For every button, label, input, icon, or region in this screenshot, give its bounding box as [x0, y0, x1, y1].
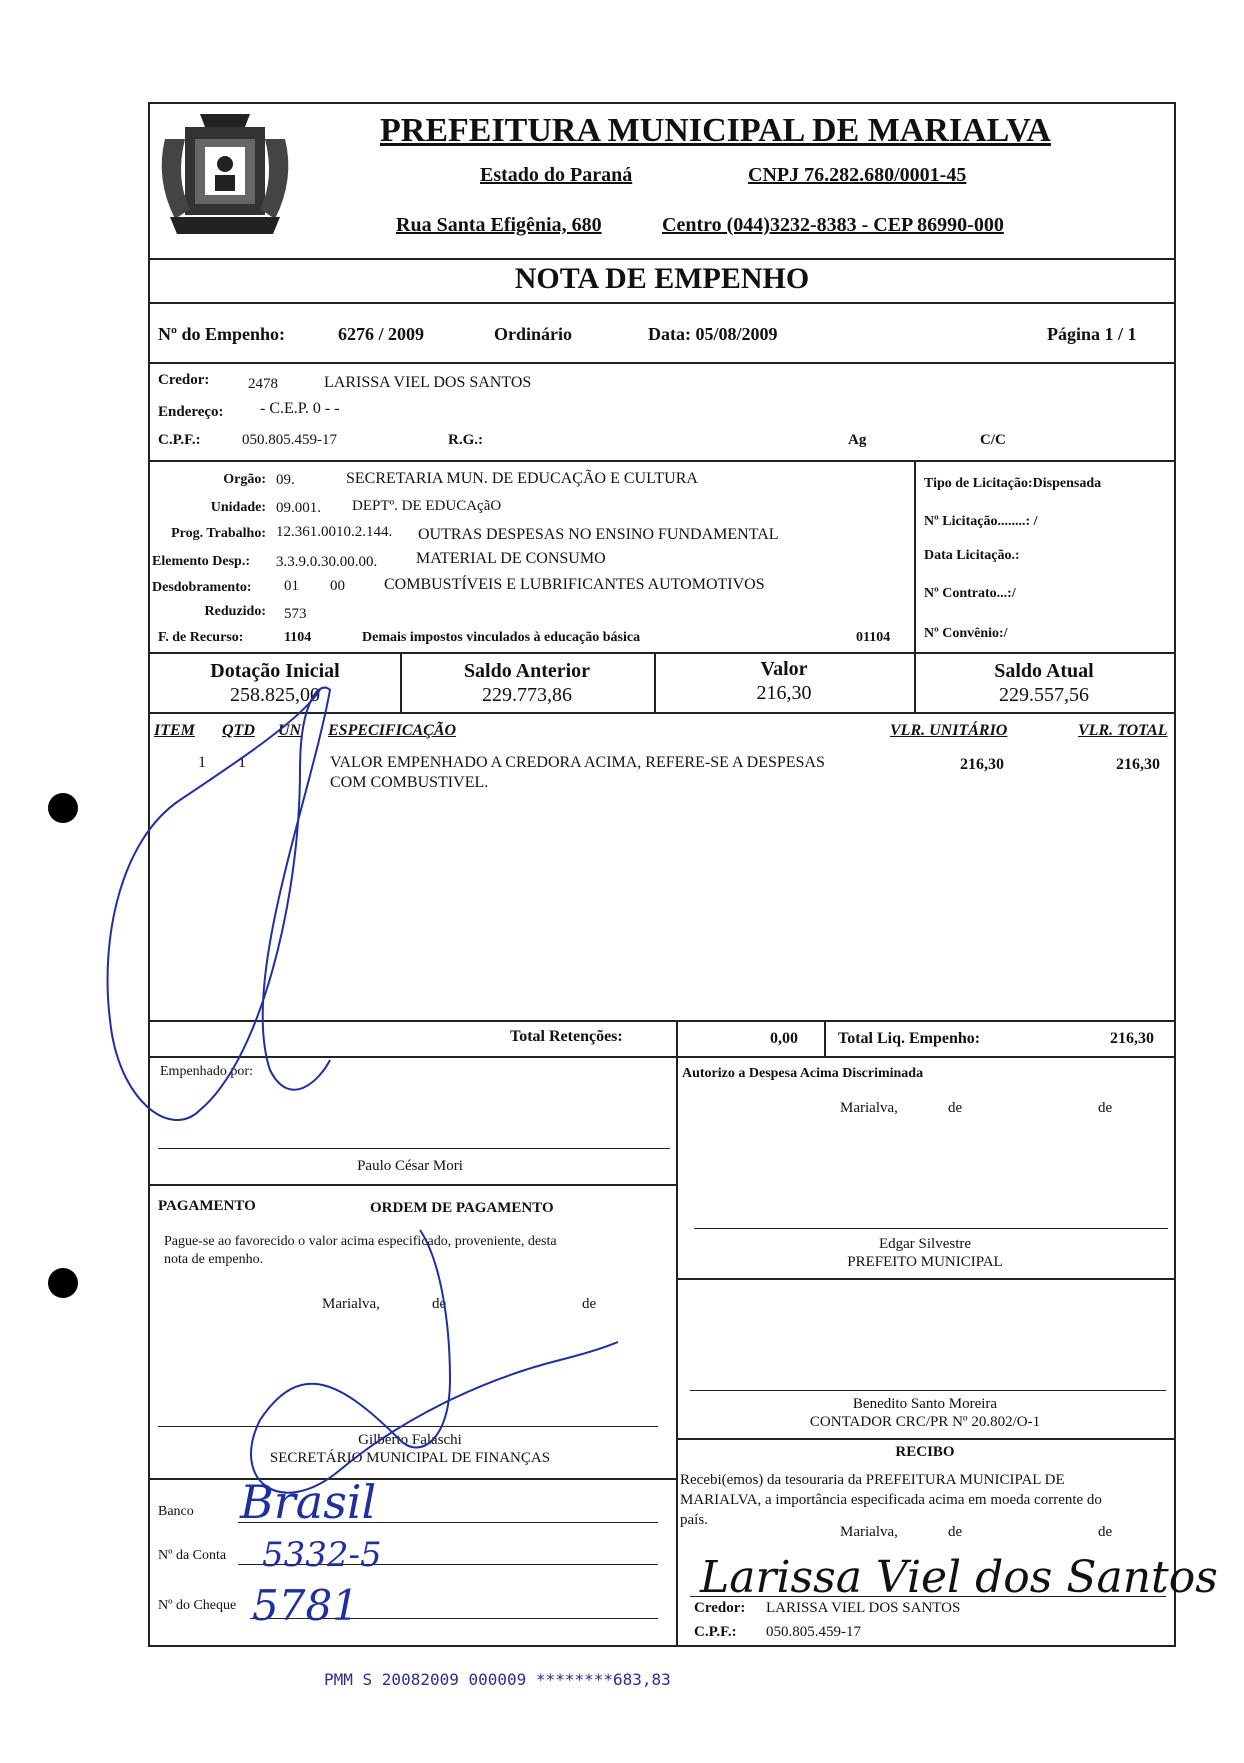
prog-name: OUTRAS DESPESAS NO ENSINO FUNDAMENTAL	[418, 526, 779, 543]
item-number: 1	[198, 754, 206, 771]
conta-handwritten: 5332-5	[262, 1535, 382, 1575]
coat-of-arms-icon	[155, 109, 295, 239]
saldo-atual-label: Saldo Atual	[994, 660, 1094, 682]
banco-label: Banco	[158, 1504, 194, 1519]
contador-title: CONTADOR CRC/PR Nº 20.802/O-1	[809, 1414, 1041, 1430]
cheque-handwritten: 5781	[252, 1581, 359, 1630]
recibo-label: RECIBO	[895, 1444, 955, 1460]
secretario-title: SECRETÁRIO MUNICIPAL DE FINANÇAS	[269, 1450, 551, 1466]
nota-de-empenho-form	[148, 102, 1176, 1647]
recibo-credor-name: LARISSA VIEL DOS SANTOS	[766, 1600, 961, 1616]
col-especificacao: ESPECIFICAÇÃO	[328, 722, 457, 739]
retencoes-label: Total Retenções:	[510, 1028, 623, 1045]
prefeito-name: Edgar Silvestre	[878, 1236, 972, 1252]
liq-label: Total Liq. Empenho:	[838, 1030, 981, 1047]
recurso-label: F. de Recurso:	[158, 630, 244, 645]
saldo-atual-value: 229.557,56	[999, 684, 1089, 706]
reduzido-value: 573	[284, 606, 307, 622]
ag-label: Ag	[848, 432, 867, 448]
elemento-code: 3.3.9.0.30.00.00.	[276, 554, 378, 570]
street-label: Rua Santa Efigênia, 680	[396, 214, 602, 236]
item-desc-line2: COM COMBUSTIVEL.	[330, 774, 489, 791]
recibo-de2: de	[1098, 1524, 1113, 1540]
recibo-cpf-value: 050.805.459-17	[766, 1624, 861, 1640]
col-vlr-unitario: VLR. UNITÁRIO	[890, 722, 1008, 739]
unidade-label: Unidade:	[210, 500, 266, 515]
credor-label: Credor:	[158, 372, 210, 388]
recurso-num: 01104	[856, 630, 891, 645]
cc-label: C/C	[980, 432, 1006, 448]
reduzido-label: Reduzido:	[204, 604, 266, 619]
pagamento-de2: de	[582, 1296, 597, 1312]
dotacao-label: Dotação Inicial	[210, 660, 340, 682]
pagamento-text-line2: nota de empenho.	[164, 1252, 264, 1267]
saldo-anterior-value: 229.773,86	[482, 684, 572, 706]
ordem-pagamento-label: ORDEM DE PAGAMENTO	[370, 1200, 554, 1216]
valor-value: 216,30	[756, 682, 812, 704]
payment-stamp: PMM S 20082009 000009 ********683,83	[324, 1670, 671, 1689]
orgao-name: SECRETARIA MUN. DE EDUCAÇÃO E CULTURA	[346, 470, 698, 487]
recibo-de1: de	[948, 1524, 963, 1540]
data-licitacao: Data Licitação.:	[924, 548, 1020, 563]
autorizo-de2: de	[1098, 1100, 1113, 1116]
endereco-label: Endereço:	[158, 404, 224, 420]
document-title: NOTA DE EMPENHO	[514, 262, 810, 295]
cpf-value: 050.805.459-17	[242, 432, 337, 448]
item-desc-line1: VALOR EMPENHADO A CREDORA ACIMA, REFERE-SE A DESPESAS	[330, 754, 825, 771]
empenho-number-value: 6276 / 2009	[338, 324, 425, 344]
saldo-anterior-label: Saldo Anterior	[463, 660, 591, 682]
cpf-label: C.P.F.:	[158, 432, 201, 448]
prog-code: 12.361.0010.2.144.	[276, 524, 393, 540]
autorizo-label: Autorizo a Despesa Acima Discriminada	[682, 1066, 924, 1081]
cheque-label: Nº do Cheque	[158, 1598, 237, 1613]
col-item: ITEM	[154, 722, 195, 739]
desdobramento-b: 00	[330, 578, 345, 594]
elemento-label: Elemento Desp.:	[152, 554, 250, 569]
cnpj-label: CNPJ 76.282.680/0001-45	[748, 164, 967, 186]
empenhado-name: Paulo César Mori	[357, 1158, 463, 1174]
prog-label: Prog. Trabalho:	[171, 526, 266, 541]
item-total-value: 216,30	[1116, 756, 1160, 773]
recurso-code: 1104	[284, 630, 312, 645]
numero-convenio: Nº Convênio:/	[924, 626, 1008, 641]
prefeito-title: PREFEITO MUNICIPAL	[847, 1254, 1003, 1270]
col-vlr-total: VLR. TOTAL	[1078, 722, 1168, 739]
unidade-name: DEPTº. DE EDUCAçãO	[352, 498, 502, 514]
recibo-place: Marialva,	[840, 1524, 898, 1540]
banco-handwritten: Brasil	[240, 1475, 377, 1529]
pagamento-place: Marialva,	[322, 1296, 380, 1312]
punch-hole-bottom	[48, 1268, 78, 1298]
credor-code: 2478	[248, 376, 278, 392]
item-qtd: 1	[238, 754, 246, 771]
numero-licitacao: Nº Licitação........: /	[924, 514, 1038, 529]
prefeitura-title: PREFEITURA MUNICIPAL DE MARIALVA	[380, 112, 1051, 149]
recibo-signature: Larissa Viel dos Santos	[700, 1552, 1218, 1603]
contador-name: Benedito Santo Moreira	[852, 1396, 998, 1412]
liq-value: 216,30	[1110, 1030, 1154, 1047]
numero-contrato: Nº Contrato...:/	[924, 586, 1016, 601]
pagamento-de1: de	[432, 1296, 447, 1312]
rg-label: R.G.:	[448, 432, 483, 448]
secretario-name: Gilberto Falaschi	[358, 1432, 462, 1448]
credor-name: LARISSA VIEL DOS SANTOS	[324, 374, 532, 391]
tipo-licitacao: Tipo de Licitação:Dispensada	[924, 476, 1102, 491]
conta-label: Nº da Conta	[158, 1548, 227, 1563]
empenhado-label: Empenhado por:	[160, 1064, 253, 1079]
col-qtd: QTD	[222, 722, 255, 739]
empenho-type: Ordinário	[494, 324, 573, 344]
unidade-code: 09.001.	[276, 500, 321, 516]
retencoes-value: 0,00	[770, 1030, 798, 1047]
valor-label: Valor	[760, 658, 808, 680]
punch-hole-top	[48, 793, 78, 823]
desdobramento-label: Desdobramento:	[152, 580, 252, 595]
recurso-name: Demais impostos vinculados à educação básica	[362, 630, 641, 645]
recibo-cpf-label: C.P.F.:	[694, 1624, 737, 1640]
col-un: UN	[278, 722, 302, 739]
pagamento-text-line1: Pague-se ao favorecido o valor acima especificado, proveniente, desta	[164, 1234, 557, 1249]
recibo-line3: país.	[680, 1512, 708, 1528]
orgao-label: Orgão:	[223, 472, 266, 487]
state-label: Estado do Paraná	[480, 164, 633, 186]
elemento-name: MATERIAL DE CONSUMO	[416, 550, 606, 567]
endereco-value: - C.E.P. 0 - -	[260, 400, 340, 417]
recibo-line1: Recebi(emos) da tesouraria da PREFEITURA MUNICIPAL DE	[680, 1472, 1065, 1488]
autorizo-de1: de	[948, 1100, 963, 1116]
empenho-number-label: Nº do Empenho:	[158, 324, 285, 344]
autorizo-place: Marialva,	[840, 1100, 898, 1116]
orgao-code: 09.	[276, 472, 295, 488]
desdobramento-name: COMBUSTÍVEIS E LUBRIFICANTES AUTOMOTIVOS	[384, 576, 765, 593]
recibo-line2: MARIALVA, a importância especificada acima em moeda corrente do	[680, 1492, 1102, 1508]
pagamento-label: PAGAMENTO	[158, 1198, 256, 1214]
desdobramento-a: 01	[284, 578, 299, 594]
recibo-credor-label: Credor:	[694, 1600, 746, 1616]
empenho-date: Data: 05/08/2009	[648, 324, 778, 344]
item-unit-value: 216,30	[960, 756, 1004, 773]
page-number: Página 1 / 1	[1047, 324, 1137, 344]
address-label: Centro (044)3232-8383 - CEP 86990-000	[662, 214, 1004, 236]
dotacao-value: 258.825,00	[230, 684, 320, 706]
